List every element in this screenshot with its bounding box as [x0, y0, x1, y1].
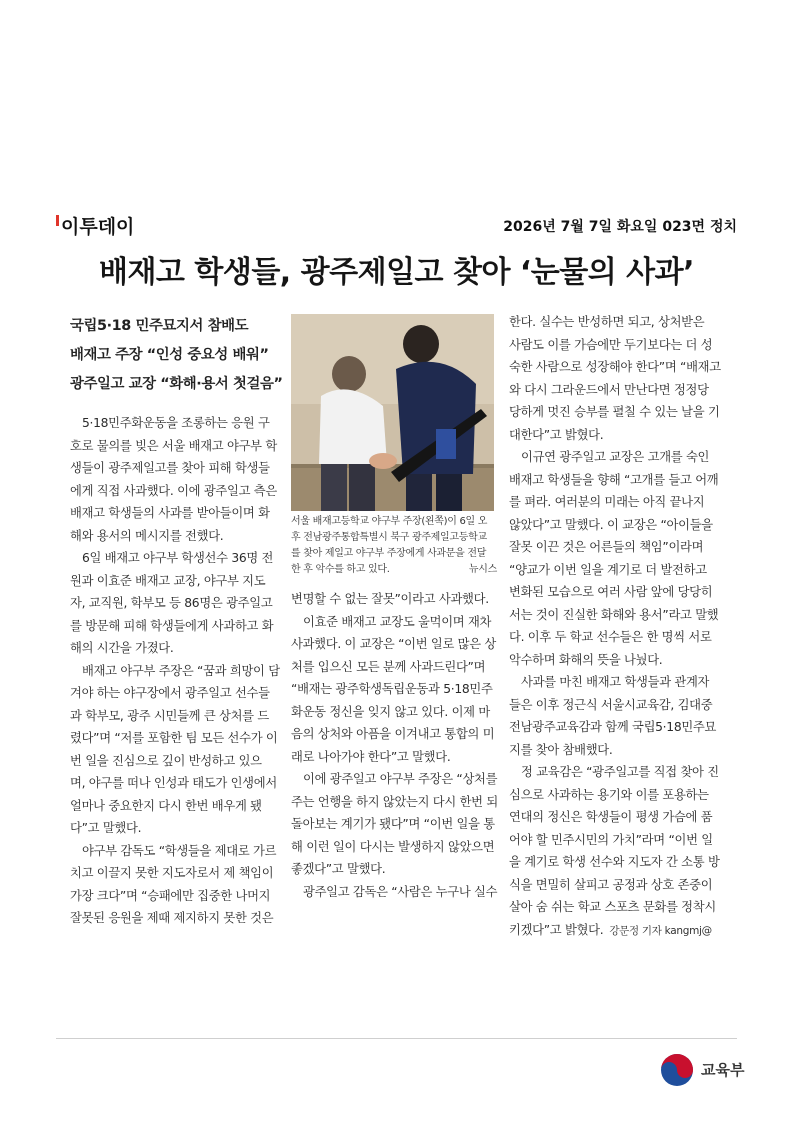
article-headline: 배재고 학생들, 광주제일고 찾아 ‘눈물의 사과’ [98, 255, 695, 290]
article-text-line: 를 펴라. 여러분의 미래는 아직 끝나지 [509, 495, 705, 509]
article-text-line: 배재고 학생들의 사과를 받아들이며 화 [70, 506, 270, 520]
article-text-line: 자, 교직원, 학부모 등 86명은 광주일고 [70, 596, 273, 610]
article-text-line: 당하게 멋진 승부를 펼칠 수 있는 날을 기 [509, 405, 720, 419]
article-text-line: 사과했다. 이 교장은 “이번 일로 많은 상 [291, 637, 497, 651]
article-text-line: 6일 배재고 야구부 학생선수 36명 전 [82, 551, 274, 565]
article-text-line: 가장 크다”며 “승패에만 집중한 나머지 [70, 888, 271, 903]
ministry-name: 교육부 [701, 1061, 745, 1079]
article-text-line: 생들이 광주제일고를 찾아 피해 학생들 [70, 461, 270, 475]
photo-credit: 뉴시스 [468, 564, 497, 575]
article-text-line: 화운동 정신을 잊지 않고 있다. 이제 마 [291, 704, 490, 719]
article-text-line: 다”고 말했다. [70, 821, 142, 835]
handshake-photo-illustration [291, 314, 494, 511]
article-text-line: 들은 이후 정근식 서울시교육감, 김대중 [509, 697, 713, 712]
article-text-line: 살아 숨 쉬는 학교 스포츠 문화를 정착시 [509, 900, 716, 914]
article-text-line: 번 일을 진심으로 깊이 반성하고 있으 [70, 753, 262, 768]
article-text-line: 연대의 정신은 학생들이 평생 가슴에 품 [509, 810, 713, 824]
article-text-line: 사람도 이를 가슴에만 두기보다는 더 성 [509, 337, 713, 352]
article-text-line: 한다. 실수는 반성하면 되고, 상처받은 [509, 315, 705, 329]
article-text-line: 변화된 모습으로 여러 사람 앞에 당당히 [509, 585, 713, 599]
subhead: 배재고 주장 “인성 중요성 배워” [70, 347, 269, 363]
reporter-byline: 강문정 기자 kangmj@ [609, 924, 712, 937]
article-column-1 [70, 412, 280, 930]
article-text-line: 돌아보는 계기가 됐다”며 “이번 일을 통 [291, 817, 495, 831]
photo-caption [291, 514, 497, 578]
article-text-line: 서는 것이 진실한 화해와 용서”라고 말했 [509, 607, 719, 622]
taegeuk-logo-icon [660, 1053, 694, 1087]
article-text-line: 며, 야구를 떠나 인성과 태도가 인생에서 [70, 776, 277, 790]
subhead: 광주일고 교장 “화해·용서 첫걸음” [70, 376, 283, 392]
article-text-line: 정 교육감은 “광주일고를 직접 찾아 진 [521, 765, 719, 779]
article-subheads [70, 312, 282, 399]
masthead [56, 212, 737, 242]
article-text-line: 대한다”고 밝혔다. [509, 427, 604, 442]
publication-name [56, 212, 134, 239]
article-text-line: “배재는 광주학생독립운동과 5·18민주 [291, 682, 493, 696]
article-text-line: 숙한 사람으로 성장해야 한다”며 “배재고 [509, 360, 721, 374]
article-text-line: 이효준 배재고 교장도 울먹이며 재차 [303, 614, 492, 629]
caption-line: 서울 배재고등학교 야구부 주장(왼쪽)이 6일 오 [291, 516, 488, 527]
article-text-line: 사과를 마친 배재고 학생들과 관계자 [521, 675, 710, 689]
article-text-line: 해와 용서의 메시지를 전했다. [70, 528, 224, 543]
article-text-line: 를 방문해 피해 학생들에게 사과하고 화 [70, 618, 274, 633]
article-text-line: 않았다”고 말했다. 이 교장은 “아이들을 [509, 517, 713, 532]
article-column-3 [509, 311, 719, 941]
caption-line-text: 한 후 악수를 하고 있다. [291, 564, 390, 575]
article-text-line: 렸다”며 “저를 포함한 팀 모든 선수가 이 [70, 731, 278, 745]
publication-accent-mark [56, 215, 59, 226]
article-text-line: 좋겠다”고 말했다. [291, 862, 386, 876]
publication-label: 이투데이 [61, 216, 135, 238]
footer-divider [56, 1038, 737, 1039]
dateline: 2026년 7월 7일 화요일 023면 정치 [503, 219, 737, 235]
article-text-line: 치고 이끌지 못한 지도자로서 제 책임이 [70, 866, 274, 880]
article-text-line: 호로 물의를 빚은 서울 배재고 야구부 학 [70, 438, 277, 453]
subhead: 국립5·18 민주묘지서 참배도 [70, 318, 249, 334]
article-text-line: 변명할 수 없는 잘못”이라고 사과했다. [291, 592, 489, 606]
article-text-line: 처를 입으신 모든 분께 사과드린다”며 [291, 659, 486, 674]
article-text-line: 에게 직접 사과했다. 이에 광주일고 측은 [70, 483, 277, 498]
article-text-line: 겨야 하는 야구장에서 광주일고 선수들 [70, 686, 270, 700]
article-text-line: 이규연 광주일고 교장은 고개를 숙인 [521, 450, 710, 464]
article-text-line: “양교가 이번 일을 계기로 더 발전하고 [509, 562, 707, 577]
article-text-line: 와 다시 그라운드에서 만난다면 정정당 [509, 382, 709, 397]
article-text-line: 전남광주교육감과 함께 국립5·18민주묘 [509, 720, 717, 734]
article-text-line: 주는 언행을 하지 않았는지 다시 한번 되 [291, 794, 498, 809]
article-column-2 [291, 588, 497, 903]
caption-line: 후 전남광주통합특별시 북구 광주제일고등학교 [291, 532, 487, 543]
article-text-line: 해의 시간을 가졌다. [70, 641, 174, 655]
article-text-line: 래로 나아가야 한다”고 말했다. [291, 749, 451, 764]
article-text-line: 어야 할 민주시민의 가치”라며 “이번 일 [509, 832, 713, 847]
article-text-line: 음의 상처와 아픔을 이겨내고 통합의 미 [291, 727, 495, 741]
article-text-line: 배재고 학생들을 향해 “고개를 들고 어깨 [509, 472, 719, 487]
article-text-line: 을 계기로 학생 선수와 지도자 간 소통 방 [509, 855, 720, 869]
article-text-line: 야구부 감독도 “학생들을 제대로 가르 [82, 843, 277, 858]
article-text-line [509, 919, 719, 942]
article-text-line: 광주일고 감독은 “사람은 누구나 실수 [303, 884, 498, 899]
article-text-line: 배재고 야구부 주장은 “꿈과 희망이 담 [82, 663, 280, 678]
caption-line: 를 찾아 제일고 야구부 주장에게 사과문을 전달 [291, 548, 487, 559]
caption-line [291, 562, 497, 578]
article-text-line: 잘못된 응원을 제때 제지하지 못한 것은 [70, 911, 274, 925]
article-text-line: 얼마나 중요한지 다시 한번 배우게 됐 [70, 798, 262, 813]
article-text-line: 악수하며 화해의 뜻을 나눴다. [509, 652, 663, 667]
article-text-line-end: 키겠다”고 밝혔다. [509, 922, 604, 937]
article-text-line: 식을 면밀히 살피고 공정과 상호 존중이 [509, 877, 713, 892]
article-text-line: 해 이런 일이 다시는 발생하지 않았으면 [291, 839, 495, 854]
article-text-line: 이에 광주일고 야구부 주장은 “상처를 [303, 772, 498, 786]
article-text-line: 지를 찾아 참배했다. [509, 742, 613, 757]
article-text-line: 잘못 이끈 것은 어른들의 책임”이라며 [509, 540, 704, 554]
article-text-line: 다. 이후 두 학교 선수들은 한 명씩 서로 [509, 630, 712, 644]
article-text-line: 원과 이효준 배재고 교장, 야구부 지도 [70, 573, 266, 588]
article-text-line: 심으로 사과하는 용기와 이를 포용하는 [509, 787, 709, 802]
article-text-line: 과 학부모, 광주 시민들께 큰 상처를 드 [70, 708, 269, 723]
article-photo [291, 314, 494, 511]
article-text-line: 5·18민주화운동을 조롱하는 응원 구 [82, 416, 270, 430]
